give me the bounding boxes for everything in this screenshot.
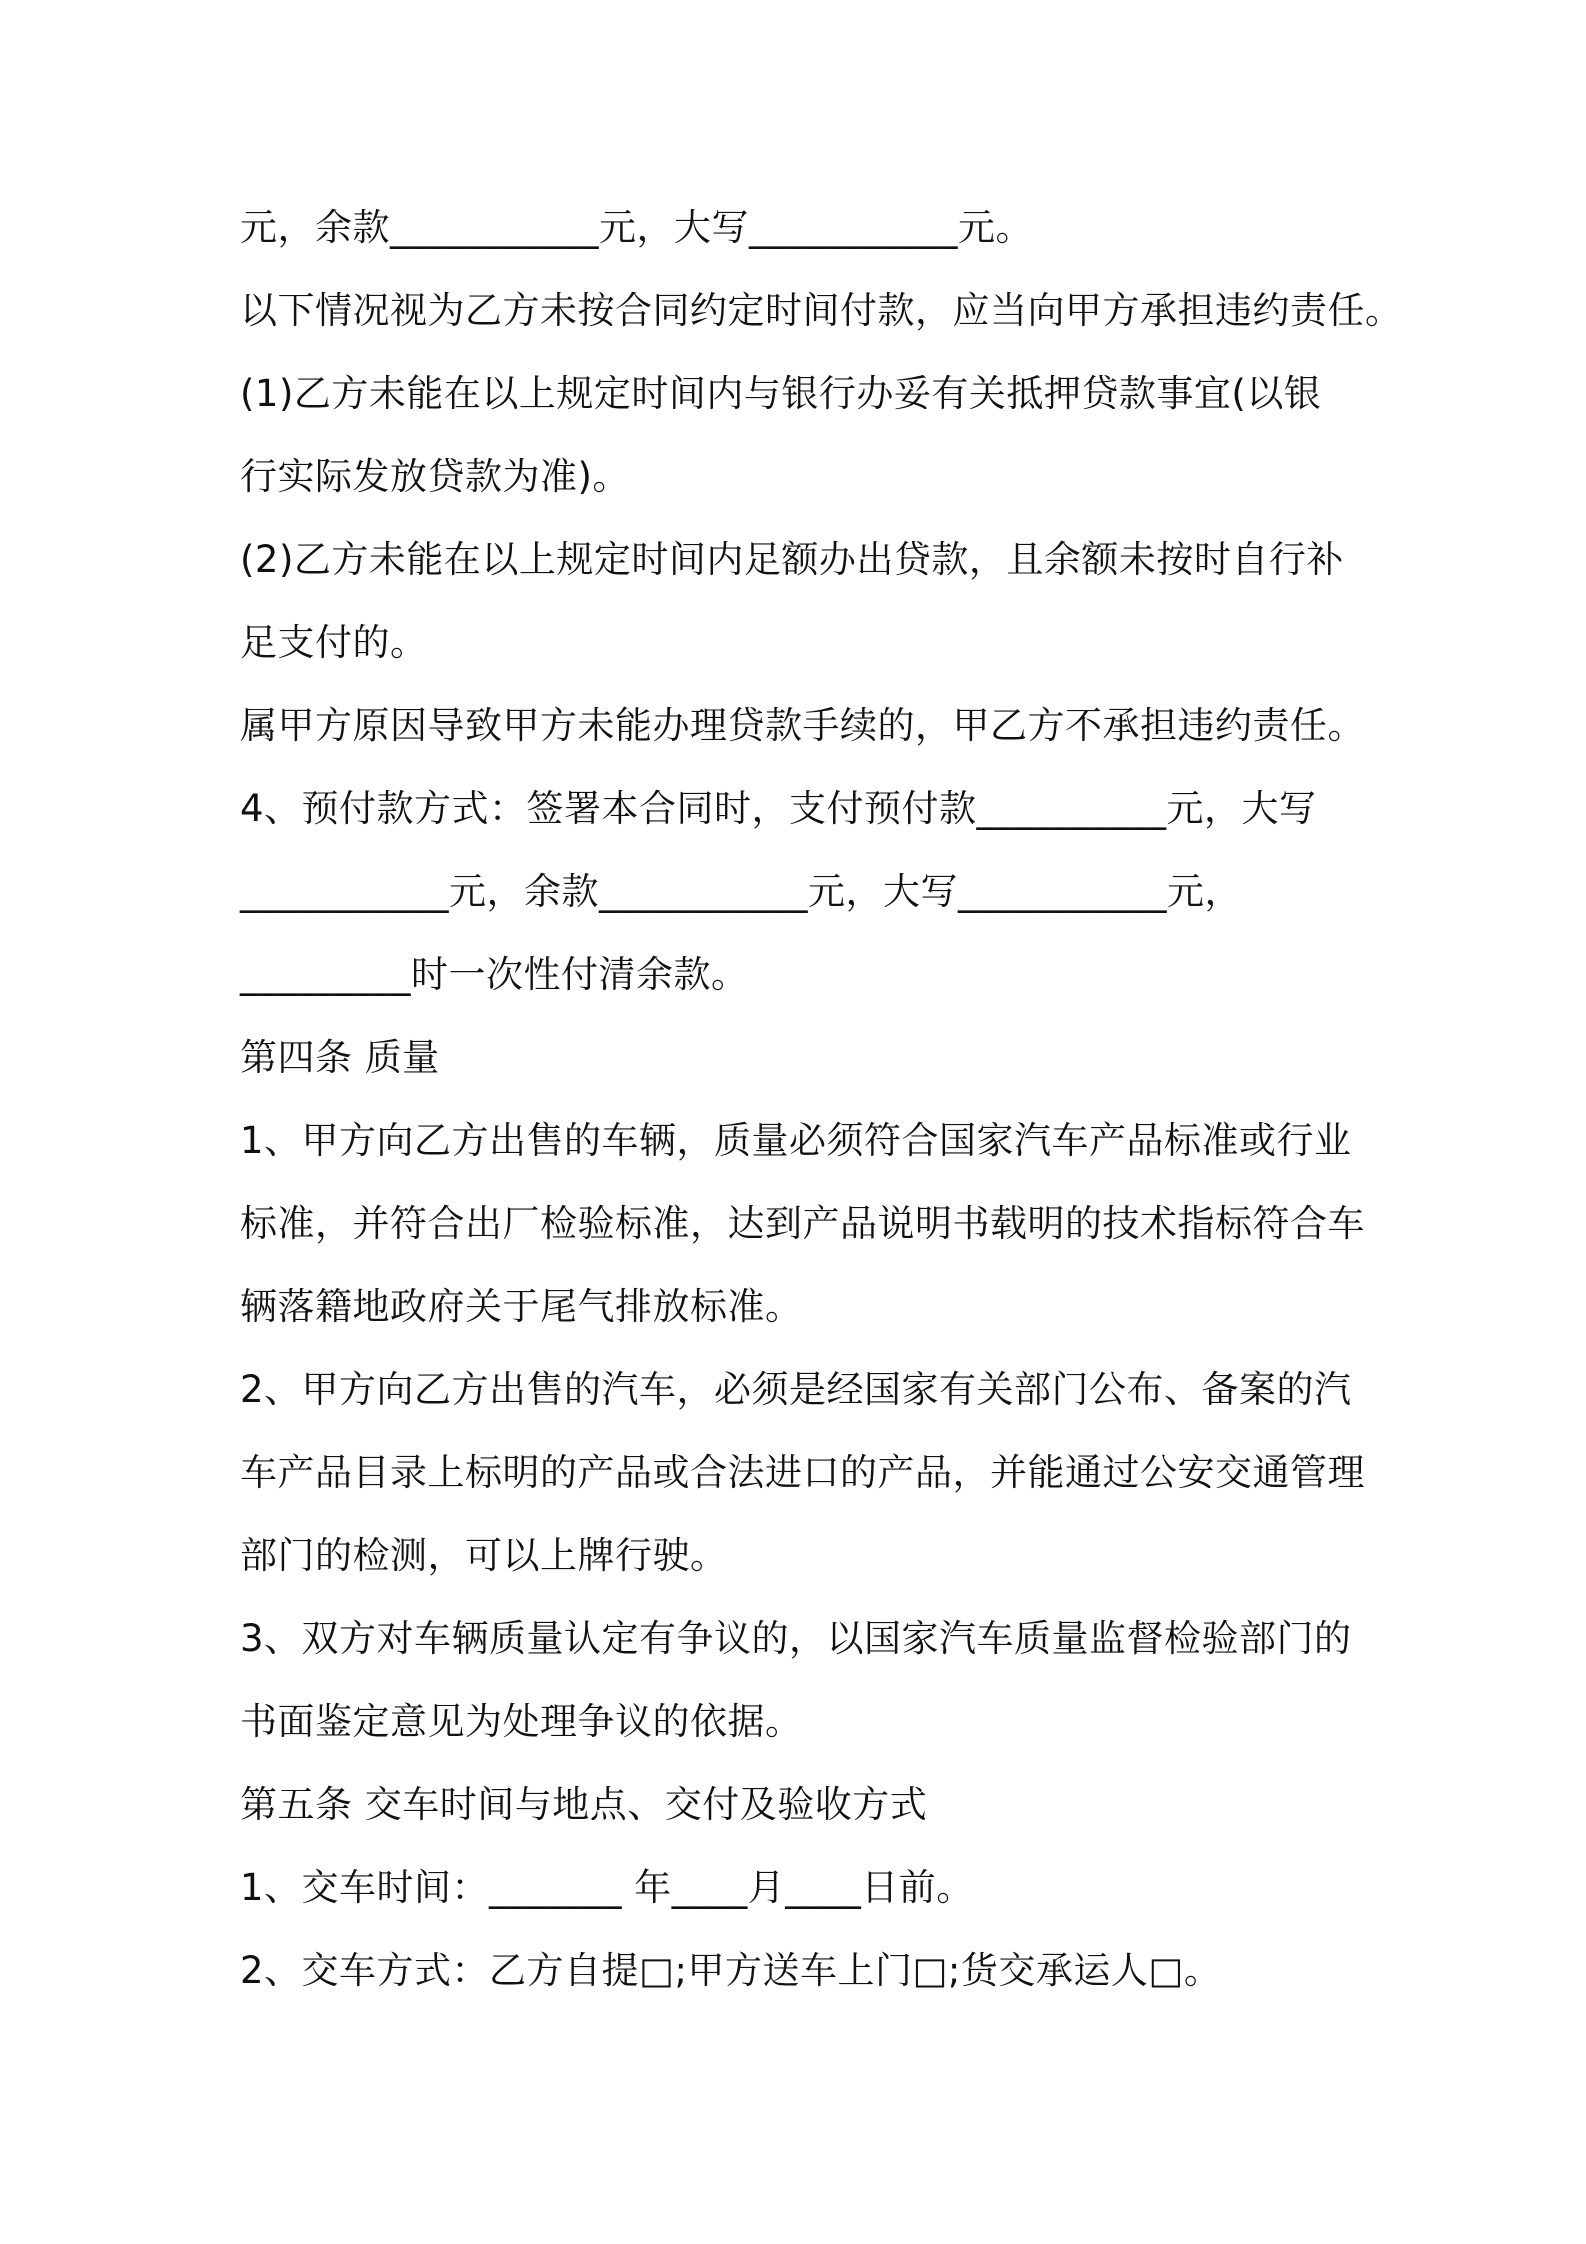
- text-line: 书面鉴定意见为处理争议的依据。: [240, 1700, 803, 1743]
- text-line: 足支付的。: [240, 621, 428, 664]
- text-line: 行实际发放贷款为准)。: [240, 455, 630, 498]
- text-line: 2、交车方式：乙方自提□;甲方送车上门□;货交承运人□。: [240, 1949, 1222, 1992]
- text-line: 4、预付款方式：签署本合同时，支付预付款__________元，大写: [240, 787, 1317, 830]
- text-line: 标准，并符合出厂检验标准，达到产品说明书载明的技术指标符合车: [240, 1202, 1365, 1245]
- text-line: 1、交车时间：_______ 年____月____日前。: [240, 1866, 974, 1909]
- text-line: 部门的检测，可以上牌行驶。: [240, 1534, 728, 1577]
- text-line: 属甲方原因导致甲方未能办理贷款手续的，甲乙方不承担违约责任。: [240, 704, 1365, 747]
- text-line: (2)乙方未能在以上规定时间内足额办出贷款，且余额未按时自行补: [240, 538, 1344, 581]
- text-line: 辆落籍地政府关于尾气排放标准。: [240, 1285, 803, 1328]
- text-line: 3、双方对车辆质量认定有争议的，以国家汽车质量监督检验部门的: [240, 1617, 1352, 1660]
- text-line: 车产品目录上标明的产品或合法进口的产品，并能通过公安交通管理: [240, 1451, 1365, 1494]
- text-line: (1)乙方未能在以上规定时间内与银行办妥有关抵押贷款事宜(以银: [240, 372, 1322, 415]
- section-heading: 第五条 交车时间与地点、交付及验收方式: [240, 1783, 928, 1826]
- text-line: ___________元，余款___________元，大写___________元，: [240, 870, 1242, 913]
- text-line: 1、甲方向乙方出售的车辆，质量必须符合国家汽车产品标准或行业: [240, 1119, 1352, 1162]
- text-line: 2、甲方向乙方出售的汽车，必须是经国家有关部门公布、备案的汽: [240, 1368, 1352, 1411]
- text-line: _________时一次性付清余款。: [240, 953, 749, 996]
- text-line: 元，余款___________元，大写___________元。: [240, 206, 1033, 249]
- text-line: 以下情况视为乙方未按合同约定时间付款，应当向甲方承担违约责任。: [240, 289, 1403, 332]
- section-heading: 第四条 质量: [240, 1036, 440, 1079]
